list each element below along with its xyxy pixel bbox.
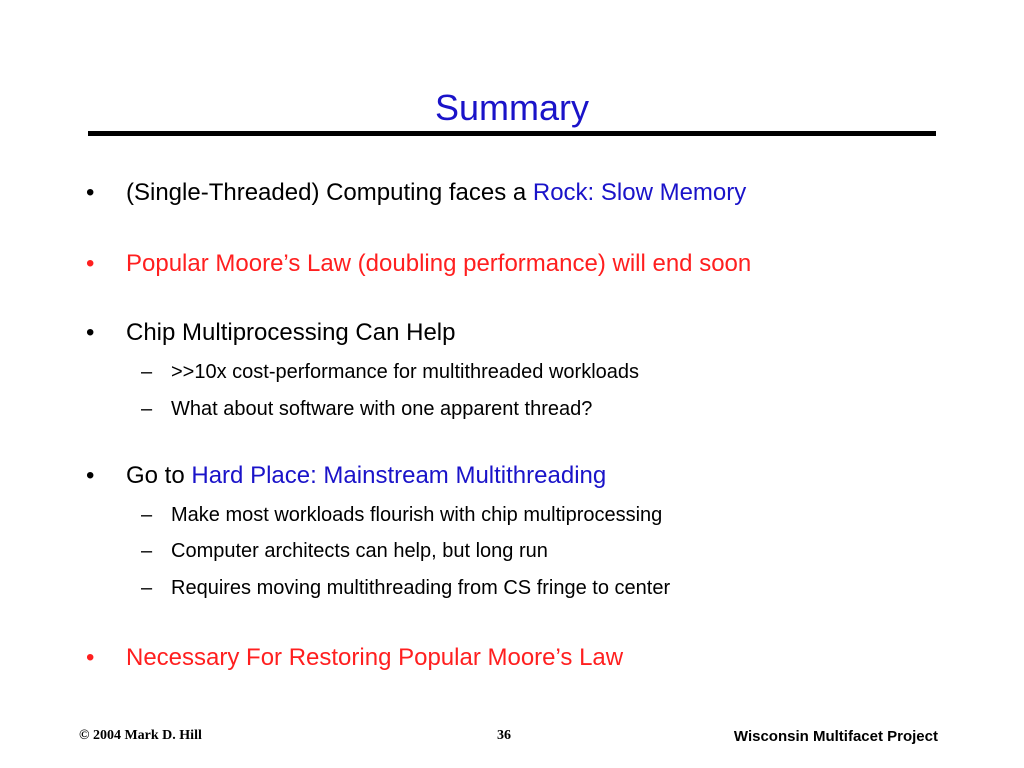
sub-item (141, 575, 671, 601)
bullet-icon: • (86, 319, 95, 346)
sub-item-text: Make most workloads flourish with chip multiprocessing (171, 504, 663, 526)
sub-item-text: Requires moving multithreading from CS fringe to center (171, 577, 671, 599)
bullet-text: Necessary For Restoring Popular Moore’s Law (126, 644, 624, 671)
slide-title: Summary (434, 87, 590, 128)
bullet-icon: • (86, 250, 95, 277)
bullet-text: Chip Multiprocessing Can Help (126, 319, 456, 346)
footer-project: Wisconsin Multifacet Project (733, 728, 938, 745)
sub-item (141, 359, 640, 385)
page-number: 36 (497, 728, 511, 743)
sub-item-text: Computer architects can help, but long run (171, 540, 548, 562)
sub-item-text: What about software with one apparent thread? (171, 398, 593, 420)
bullet-icon: • (86, 644, 95, 671)
dash-icon: – (141, 577, 153, 599)
dash-icon: – (141, 540, 153, 562)
sub-item (141, 396, 593, 422)
bullet-item-5 (86, 643, 624, 673)
bullet-highlight: Rock: Slow Memory (532, 179, 747, 206)
bullet-icon: • (86, 462, 95, 489)
bullet-item-3 (86, 318, 456, 348)
sub-item (141, 538, 548, 564)
dash-icon: – (141, 398, 153, 420)
dash-icon: – (141, 361, 153, 383)
footer-copyright: © 2004 Mark D. Hill (79, 728, 202, 743)
title-underline (88, 131, 936, 136)
bullet-highlight: Hard Place: Mainstream Multithreading (191, 462, 607, 489)
bullet-item-1 (86, 178, 747, 208)
bullet-icon: • (86, 179, 95, 206)
dash-icon: – (141, 504, 153, 526)
sub-item (141, 502, 663, 528)
bullet-text: (Single-Threaded) Computing faces a (126, 179, 533, 206)
bullet-text: Go to (126, 462, 192, 489)
bullet-item-4 (86, 461, 607, 491)
bullet-item-2 (86, 249, 752, 279)
bullet-text: Popular Moore’s Law (doubling performance) will end soon (126, 250, 752, 277)
sub-item-text: >>10x cost-performance for multithreaded workloads (171, 361, 640, 383)
